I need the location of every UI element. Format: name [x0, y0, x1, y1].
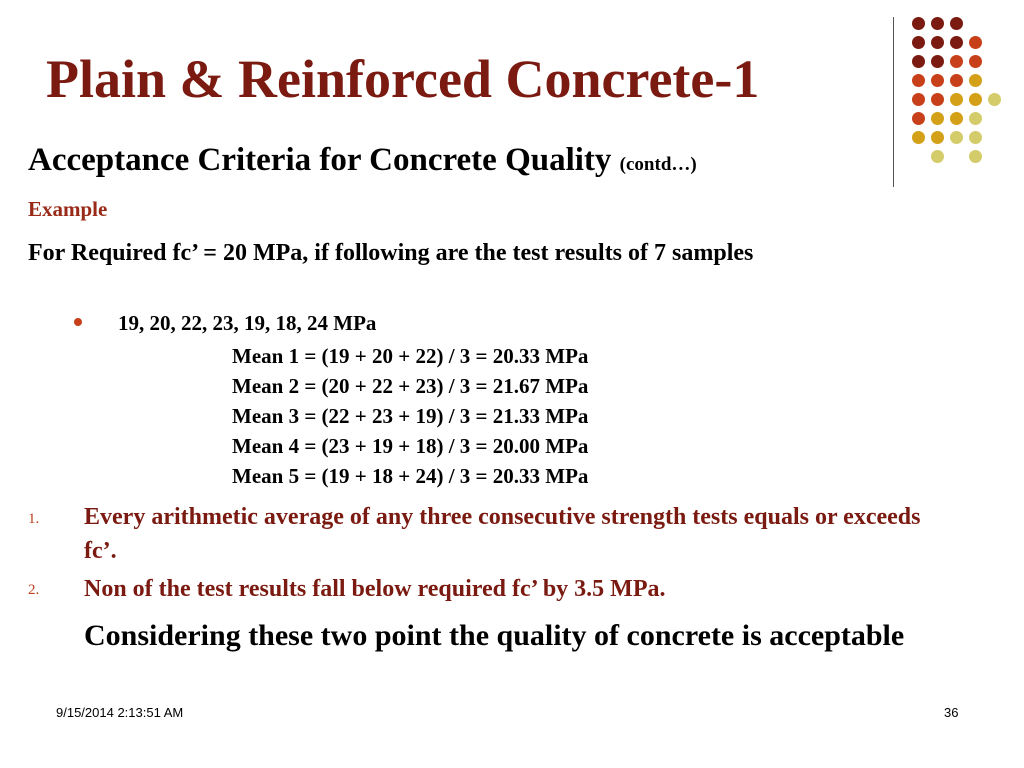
decor-dot — [969, 112, 982, 125]
conclusion-statement: Considering these two point the quality of concrete is acceptable — [84, 619, 905, 652]
decor-dot — [931, 55, 944, 68]
sample-results: 19, 20, 22, 23, 19, 18, 24 MPa — [118, 311, 377, 335]
mean-line: Mean 1 = (19 + 20 + 22) / 3 = 20.33 MPa — [232, 344, 589, 368]
slide-subtitle — [28, 142, 697, 178]
subtitle-main: Acceptance Criteria for Concrete Quality — [28, 142, 612, 178]
decor-dot — [950, 93, 963, 106]
criterion-text: Every arithmetic average of any three consecutive strength tests equals or exceeds fc’. — [84, 504, 921, 564]
decor-dot — [950, 131, 963, 144]
mean-calculations — [232, 341, 752, 491]
mean-line: Mean 5 = (19 + 18 + 24) / 3 = 20.33 MPa — [232, 464, 589, 488]
subtitle-contd: (contd…) — [619, 154, 697, 175]
decor-dot — [969, 74, 982, 87]
mean-line: Mean 3 = (22 + 23 + 19) / 3 = 21.33 MPa — [232, 404, 589, 428]
decor-dot — [950, 74, 963, 87]
page-number: 36 — [944, 705, 959, 720]
criterion-number: 1. — [28, 511, 40, 527]
decor-dot — [912, 112, 925, 125]
slide-title: Plain & Reinforced Concrete-1 — [46, 49, 760, 109]
decor-dot — [912, 36, 925, 49]
decor-dot — [950, 55, 963, 68]
decor-dot — [950, 36, 963, 49]
decor-dot — [912, 131, 925, 144]
example-label: Example — [28, 197, 108, 221]
decor-dot — [912, 17, 925, 30]
criterion-number: 2. — [28, 582, 40, 598]
criterion-text: Non of the test results fall below required fc’ by 3.5 MPa. — [84, 576, 666, 602]
decor-dot — [931, 93, 944, 106]
footer-date: 9/15/2014 2:13:51 AM — [56, 705, 184, 720]
decor-dot — [969, 36, 982, 49]
decor-dot — [969, 131, 982, 144]
decor-dot — [912, 55, 925, 68]
decor-dot — [969, 55, 982, 68]
decor-dot — [969, 150, 982, 163]
mean-line: Mean 2 = (20 + 22 + 23) / 3 = 21.67 MPa — [232, 374, 589, 398]
decor-dot — [931, 74, 944, 87]
required-strength-statement: For Required fc’ = 20 MPa, if following are the test results of 7 samples — [28, 240, 754, 266]
mean-line: Mean 4 = (23 + 19 + 18) / 3 = 20.00 MPa — [232, 434, 589, 458]
decor-dot — [931, 150, 944, 163]
decor-dot — [931, 112, 944, 125]
decor-dot — [969, 93, 982, 106]
decor-dot — [912, 93, 925, 106]
decor-dot — [988, 93, 1001, 106]
decor-dot — [931, 17, 944, 30]
bullet-icon — [74, 318, 82, 326]
decor-dot — [931, 131, 944, 144]
decor-dot — [931, 36, 944, 49]
decor-dot — [950, 17, 963, 30]
decor-dot — [912, 74, 925, 87]
decor-dot — [950, 112, 963, 125]
